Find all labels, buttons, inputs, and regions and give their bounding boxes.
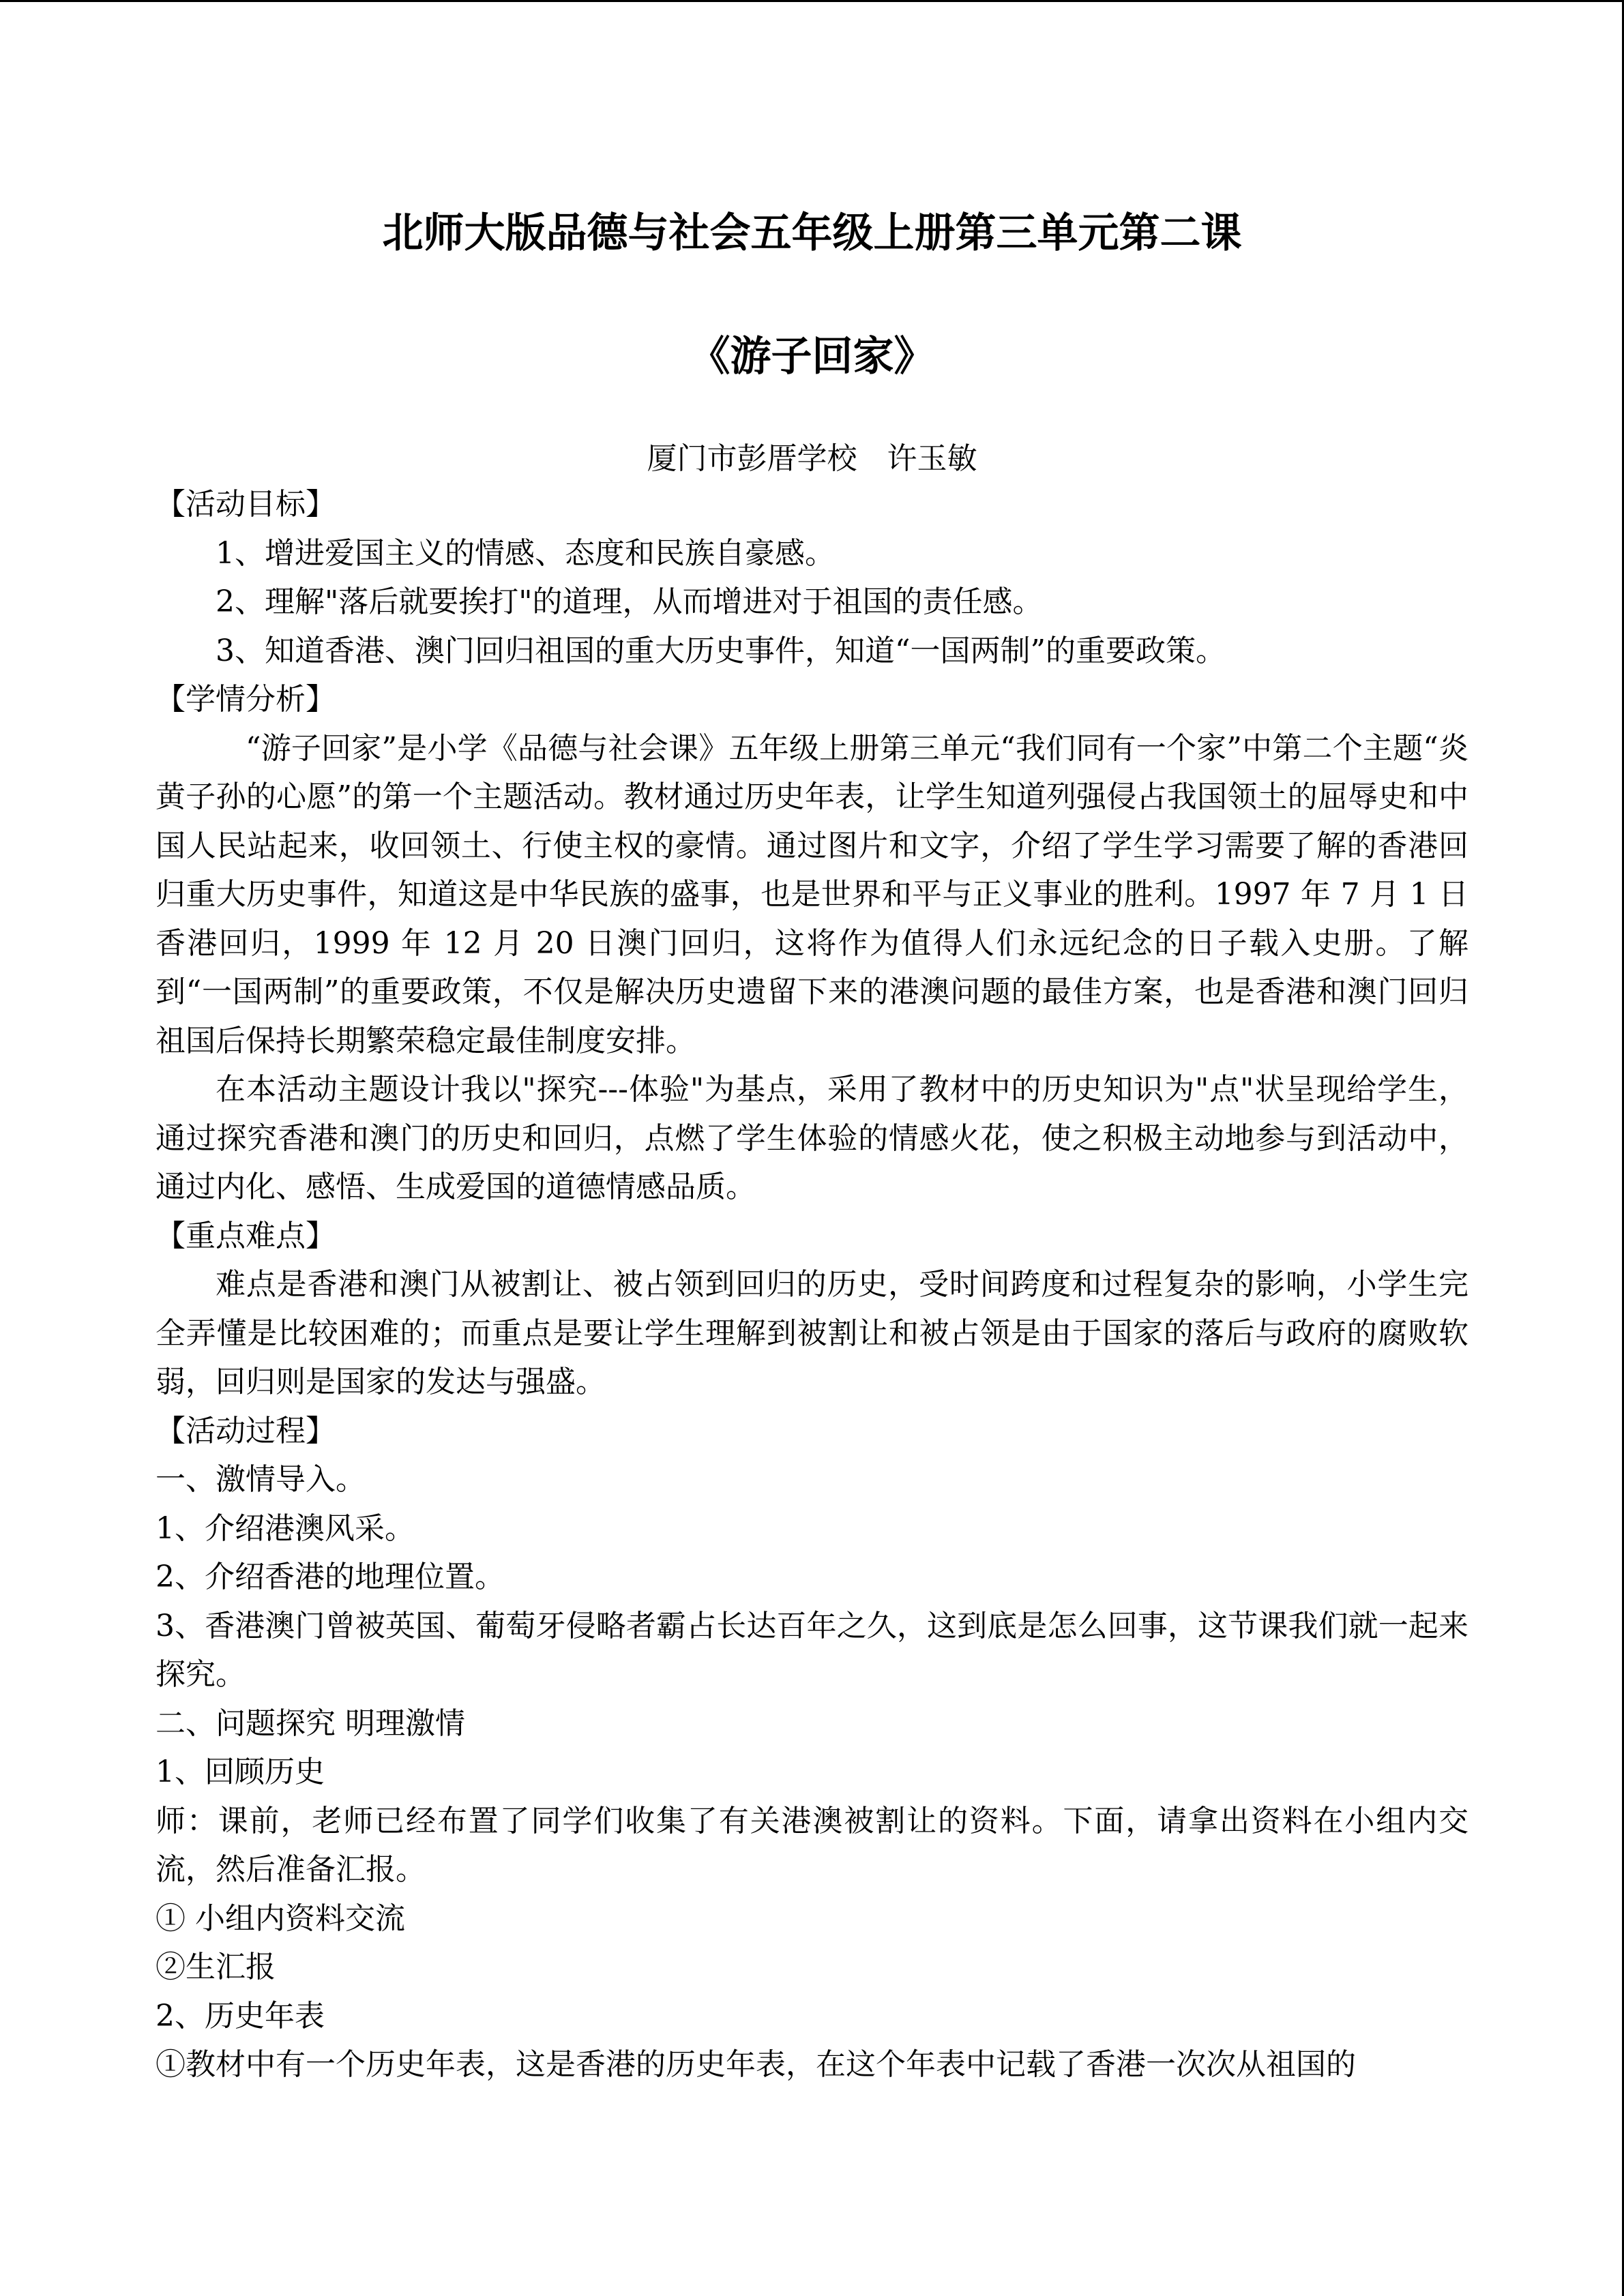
document-body xyxy=(156,480,1468,2089)
goal-item: 1、增进爱国主义的情感、态度和民族自豪感。 xyxy=(216,535,835,571)
key-points-heading: 【重点难点】 xyxy=(156,1218,336,1253)
analysis-paragraph: 在本活动主题设计我以"探究---体验"为基点，采用了教材中的历史知识为"点"状呈现给学生，通过探究香港和澳门的历史和回归，点燃了学生体验的情感火花，使之积极主动地参与到活动中，通过内化、感悟、生成爱国的道德情感品质。 xyxy=(156,1072,1468,1204)
process-step: 师：课前，老师已经布置了同学们收集了有关港澳被割让的资料。下面，请拿出资料在小组内交流，然后准备汇报。 xyxy=(156,1803,1468,1887)
lesson-title: 《游子回家》 xyxy=(689,333,935,381)
process-step: ①教材中有一个历史年表，这是香港的历史年表，在这个年表中记载了香港一次次从祖国的 xyxy=(156,2047,1356,2082)
process-step: 一、激情导入。 xyxy=(156,1462,366,1497)
goals-heading: 【活动目标】 xyxy=(156,487,336,522)
document-title: 北师大版品德与社会五年级上册第三单元第二课 xyxy=(382,209,1242,257)
process-step: 3、香港澳门曾被英国、葡萄牙侵略者霸占长达百年之久，这到底是怎么回事，这节课我们就一起来探究。 xyxy=(156,1608,1468,1692)
author-line: 厦门市彭厝学校 许玉敏 xyxy=(647,441,977,476)
analysis-paragraph: “游子回家”是小学《品德与社会课》五年级上册第三单元“我们同有一个家”中第二个主题“炎黄子孙的心愿”的第一个主题活动。教材通过历史年表，让学生知道列强侵占我国领土的屈辱史和中国人民站起来，收回领土、行使主权的豪情。通过图片和文字，介绍了学生学习需要了解的香港回归重大历史事件，知道这是中华民族的盛事，也是世界和平与正义事业的胜利。1997 年 7 月 1 日香港回归，1999 年 12 月 20 日澳门回归，这将作为值得人们永远纪念的日子载入史册。了解到“一国两制”的重要政策，不仅是解决历史遗留下来的港澳问题的最佳方案，也是香港和澳门回归祖国后保持长期繁荣稳定最佳制度安排。 xyxy=(156,730,1469,1058)
process-heading: 【活动过程】 xyxy=(156,1413,336,1448)
process-step: 1、介绍港澳风采。 xyxy=(156,1510,415,1546)
process-step: ②生汇报 xyxy=(156,1950,276,1984)
goal-item: 3、知道香港、澳门回归祖国的重大历史事件，知道“一国两制”的重要政策。 xyxy=(216,633,1226,668)
process-step: 1、回顾历史 xyxy=(156,1755,325,1789)
analysis-heading: 【学情分析】 xyxy=(156,682,336,717)
process-step: ① 小组内资料交流 xyxy=(156,1900,405,1936)
key-points-paragraph: 难点是香港和澳门从被割让、被占领到回归的历史，受时间跨度和过程复杂的影响，小学生完全弄懂是比较困难的；而重点是要让学生理解到被割让和被占领是由于国家的落后与政府的腐败软弱，回归则是国家的发达与强盛。 xyxy=(156,1267,1468,1399)
goal-item: 2、理解"落后就要挨打"的道理，从而增进对于祖国的责任感。 xyxy=(216,584,1043,619)
process-step: 二、问题探究 明理激情 xyxy=(156,1705,465,1741)
process-step: 2、历史年表 xyxy=(156,1998,325,2033)
page-top-border xyxy=(0,0,1624,2)
process-step: 2、介绍香港的地理位置。 xyxy=(156,1560,505,1594)
